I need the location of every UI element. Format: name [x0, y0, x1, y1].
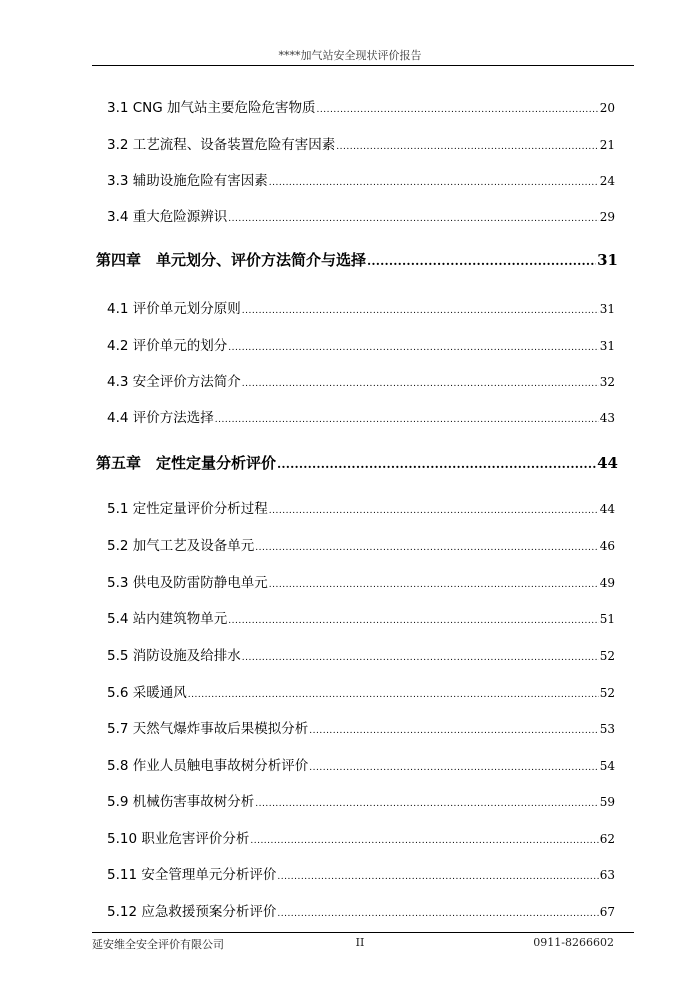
toc-entry-label: 5.11 安全管理单元分析评价	[107, 867, 277, 883]
toc-section-entry[interactable]	[107, 534, 615, 554]
toc-entry-page-number: 31	[599, 302, 615, 316]
toc-entry-page-number: 21	[599, 138, 615, 152]
toc-entry-page-number: 52	[599, 686, 615, 700]
toc-entry-label: 4.3 安全评价方法简介	[107, 374, 241, 390]
toc-entry-page-number: 43	[599, 411, 615, 425]
toc-section-entry[interactable]	[107, 607, 615, 627]
toc-dot-leader	[188, 690, 599, 700]
toc-entry-label: 3.1 CNG 加气站主要危险危害物质	[107, 100, 316, 116]
toc-entry-page-number: 54	[599, 759, 615, 773]
toc-entry-label: 3.4 重大危险源辨识	[107, 209, 228, 225]
toc-section-entry[interactable]	[107, 644, 615, 664]
toc-entry-page-number: 63	[599, 868, 615, 882]
toc-entry-label: 第五章 定性定量分析评价	[96, 454, 277, 472]
toc-entry-label: 5.4 站内建筑物单元	[107, 611, 228, 627]
toc-entry-label: 5.7 天然气爆炸事故后果模拟分析	[107, 721, 309, 737]
toc-dot-leader	[309, 726, 598, 736]
toc-section-entry[interactable]	[107, 900, 615, 920]
toc-dot-leader	[215, 415, 599, 425]
toc-entry-label: 5.9 机械伤害事故树分析	[107, 794, 255, 810]
toc-entry-page-number: 31	[599, 339, 615, 353]
toc-dot-leader	[269, 580, 599, 590]
toc-section-entry[interactable]	[107, 497, 615, 517]
toc-entry-label: 5.10 职业危害评价分析	[107, 831, 250, 847]
toc-entry-page-number: 59	[599, 795, 615, 809]
toc-section-entry[interactable]	[107, 334, 615, 354]
toc-section-entry[interactable]	[107, 754, 615, 774]
toc-dot-leader	[242, 653, 599, 663]
footer-phone: 0911-8266602	[533, 936, 614, 949]
footer-company: 延安维全安全评价有限公司	[92, 938, 224, 951]
toc-section-entry[interactable]	[107, 96, 615, 116]
toc-entry-page-number: 46	[599, 539, 615, 553]
toc-entry-page-number: 31	[597, 251, 618, 269]
toc-entry-label: 4.2 评价单元的划分	[107, 338, 228, 354]
toc-entry-label: 3.2 工艺流程、设备装置危险有害因素	[107, 137, 336, 153]
toc-dot-leader	[255, 799, 598, 809]
toc-section-entry[interactable]	[107, 717, 615, 737]
toc-dot-leader	[367, 254, 596, 268]
toc-section-entry[interactable]	[107, 133, 615, 153]
toc-entry-page-number: 20	[599, 101, 615, 115]
toc-dot-leader	[317, 105, 599, 115]
footer-page-number: II	[355, 936, 365, 949]
toc-section-entry[interactable]	[107, 297, 615, 317]
toc-entry-page-number: 52	[599, 649, 615, 663]
toc-entry-label: 5.8 作业人员触电事故树分析评价	[107, 758, 309, 774]
toc-dot-leader	[269, 506, 599, 516]
toc-section-entry[interactable]	[107, 863, 615, 883]
toc-entry-label: 5.2 加气工艺及设备单元	[107, 538, 255, 554]
toc-entry-label: 5.5 消防设施及给排水	[107, 648, 241, 664]
toc-section-entry[interactable]	[107, 406, 615, 426]
toc-dot-leader	[228, 343, 598, 353]
running-header: ****加气站安全现状评价报告	[278, 49, 422, 62]
toc-chapter-entry[interactable]	[96, 249, 618, 270]
toc-entry-label: 5.12 应急救援预案分析评价	[107, 904, 277, 920]
toc-dot-leader	[336, 142, 598, 152]
toc-dot-leader	[228, 616, 598, 626]
toc-entry-page-number: 62	[599, 832, 615, 846]
toc-dot-leader	[277, 872, 598, 882]
toc-section-entry[interactable]	[107, 370, 615, 390]
toc-section-entry[interactable]	[107, 827, 615, 847]
toc-dot-leader	[242, 379, 599, 389]
toc-section-entry[interactable]	[107, 790, 615, 810]
toc-section-entry[interactable]	[107, 205, 615, 225]
toc-entry-page-number: 51	[599, 612, 615, 626]
toc-section-entry[interactable]	[107, 169, 615, 189]
toc-dot-leader	[269, 178, 599, 188]
toc-entry-page-number: 32	[599, 375, 615, 389]
toc-entry-label: 5.6 采暖通风	[107, 685, 187, 701]
toc-entry-page-number: 24	[599, 174, 615, 188]
toc-section-entry[interactable]	[107, 681, 615, 701]
toc-entry-page-number: 67	[599, 905, 615, 919]
toc-dot-leader	[255, 543, 598, 553]
toc-entry-page-number: 49	[599, 576, 615, 590]
toc-dot-leader	[277, 909, 598, 919]
toc-entry-page-number: 53	[599, 722, 615, 736]
toc-dot-leader	[228, 214, 598, 224]
toc-chapter-entry[interactable]	[96, 452, 618, 473]
toc-entry-label: 第四章 单元划分、评价方法简介与选择	[96, 251, 367, 269]
toc-section-entry[interactable]	[107, 571, 615, 591]
footer-divider	[92, 932, 634, 933]
toc-entry-page-number: 29	[599, 210, 615, 224]
toc-entry-label: 5.3 供电及防雷防静电单元	[107, 575, 268, 591]
toc-dot-leader	[242, 306, 599, 316]
toc-entry-label: 3.3 辅助设施危险有害因素	[107, 173, 268, 189]
toc-entry-page-number: 44	[599, 502, 615, 516]
toc-dot-leader	[250, 836, 598, 846]
toc-entry-label: 4.1 评价单元划分原则	[107, 301, 241, 317]
toc-dot-leader	[277, 457, 596, 471]
toc-entry-label: 5.1 定性定量评价分析过程	[107, 501, 268, 517]
toc-dot-leader	[309, 763, 598, 773]
toc-entry-page-number: 44	[597, 454, 618, 472]
toc-entry-label: 4.4 评价方法选择	[107, 410, 214, 426]
